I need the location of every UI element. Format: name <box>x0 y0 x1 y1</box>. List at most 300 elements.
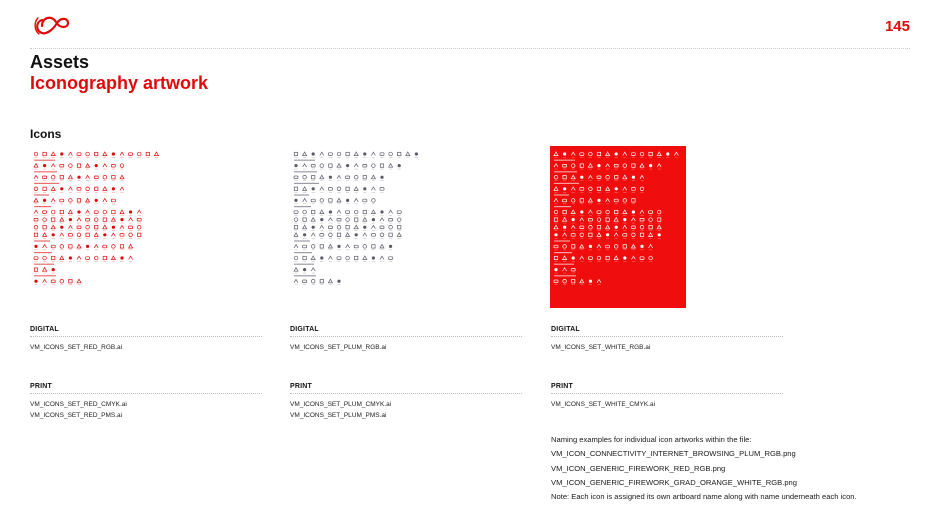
icon-glyph <box>60 279 64 283</box>
icon-glyph <box>649 256 653 260</box>
group-heading-mark <box>294 275 316 276</box>
icon-caption-mark <box>112 180 115 181</box>
icon-glyph <box>312 176 315 179</box>
icon-caption-mark <box>640 230 643 231</box>
icon-caption-mark <box>389 223 392 224</box>
icon-caption-mark <box>103 169 106 170</box>
icon-caption-mark <box>615 261 618 262</box>
icon-glyph <box>320 234 324 237</box>
icon-glyph <box>320 256 323 259</box>
icon-caption-mark <box>294 238 297 239</box>
icon-glyph <box>77 218 81 221</box>
icon-caption-mark <box>589 215 592 216</box>
icon-glyph <box>303 280 307 283</box>
icon-caption-mark <box>120 157 123 158</box>
icon-glyph <box>328 244 332 248</box>
icon-glyph <box>580 256 584 259</box>
icon-glyph <box>623 175 627 179</box>
icon-caption-mark <box>60 192 63 193</box>
icon-caption-mark <box>606 250 609 251</box>
icon-caption-mark <box>623 223 626 224</box>
icon-glyph <box>380 256 384 259</box>
icon-glyph <box>303 256 306 259</box>
icon-glyph <box>294 233 298 237</box>
icon-glyph <box>294 218 298 222</box>
icon-caption-mark <box>597 261 600 262</box>
icon-caption-mark <box>69 157 72 158</box>
icon-caption-mark <box>77 223 80 224</box>
icon-caption-mark <box>554 238 557 239</box>
icon-caption-mark <box>606 261 609 262</box>
icon-caption-mark <box>632 223 635 224</box>
icon-caption-mark <box>649 238 652 239</box>
icon-glyph <box>320 218 323 221</box>
icon-glyph <box>77 164 80 167</box>
icon-caption-mark <box>380 180 383 181</box>
icon-glyph <box>34 225 38 229</box>
icon-glyph <box>597 152 600 155</box>
icon-caption-mark <box>294 169 297 170</box>
icon-caption-mark <box>597 250 600 251</box>
icon-glyph <box>311 164 315 167</box>
icon-caption-mark <box>69 192 72 193</box>
icon-glyph <box>563 226 566 229</box>
icon-caption-mark <box>303 230 306 231</box>
icon-caption-mark <box>632 215 635 216</box>
icon-caption-mark <box>312 204 315 205</box>
icon-caption-mark <box>337 157 340 158</box>
icon-glyph <box>68 152 72 155</box>
file-name: VM_ICONS_SET_RED_CMYK.ai <box>30 401 127 408</box>
icon-glyph <box>640 164 644 168</box>
icon-caption-mark <box>34 261 37 262</box>
icon-caption-mark <box>355 157 358 158</box>
icon-caption-mark <box>103 261 106 262</box>
icon-caption-mark <box>372 261 375 262</box>
icon-glyph <box>389 257 393 260</box>
icon-caption-mark <box>589 157 592 158</box>
icon-caption-mark <box>398 169 401 170</box>
icon-caption-mark <box>563 157 566 158</box>
icon-glyph <box>346 187 349 190</box>
icon-caption-mark <box>303 180 306 181</box>
icon-caption-mark <box>363 261 366 262</box>
icon-caption-mark <box>294 223 297 224</box>
icon-caption-mark <box>658 215 661 216</box>
icon-caption-mark <box>572 192 575 193</box>
icon-caption-mark <box>380 250 383 251</box>
icon-glyph <box>328 153 332 156</box>
icon-glyph <box>43 187 46 190</box>
print-label: PRINT <box>290 383 312 390</box>
icon-glyph <box>337 225 341 229</box>
icon-glyph <box>137 152 141 156</box>
icon-glyph <box>554 164 558 167</box>
icon-caption-mark <box>329 284 332 285</box>
icon-glyph <box>623 225 627 228</box>
icon-caption-mark <box>303 223 306 224</box>
icon-glyph <box>311 233 315 236</box>
icon-caption-mark <box>380 215 383 216</box>
icon-caption-mark <box>563 250 566 251</box>
icon-glyph <box>95 164 98 167</box>
icon-glyph <box>120 187 124 190</box>
icon-glyph <box>86 164 90 168</box>
group-heading-mark <box>34 264 54 265</box>
icon-glyph <box>580 164 583 167</box>
icon-glyph <box>112 210 115 213</box>
icon-caption-mark <box>389 250 392 251</box>
icon-glyph <box>615 152 618 155</box>
icon-glyph <box>320 175 324 179</box>
icon-glyph <box>329 210 332 213</box>
icon-glyph <box>103 152 107 156</box>
icon-caption-mark <box>606 192 609 193</box>
icon-caption-mark <box>355 261 358 262</box>
icon-glyph <box>303 268 306 271</box>
icon-caption-mark <box>355 250 358 251</box>
icon-glyph <box>389 233 392 236</box>
icon-glyph <box>615 226 618 229</box>
icon-glyph <box>51 152 55 156</box>
icon-caption-mark <box>632 250 635 251</box>
icon-glyph <box>355 218 358 221</box>
icon-glyph <box>649 152 652 155</box>
icon-caption-mark <box>337 204 340 205</box>
icon-caption-mark <box>60 261 63 262</box>
icon-caption-mark <box>69 223 72 224</box>
icon-caption-mark <box>623 192 626 193</box>
icon-caption-mark <box>372 180 375 181</box>
icon-glyph <box>129 244 133 248</box>
icon-caption-mark <box>86 223 89 224</box>
icon-glyph <box>328 226 332 229</box>
icon-glyph <box>563 187 566 190</box>
icon-glyph <box>337 210 341 213</box>
icon-caption-mark <box>632 180 635 181</box>
icon-caption-mark <box>554 169 557 170</box>
icon-caption-mark <box>572 261 575 262</box>
icon-glyph <box>77 233 81 237</box>
icon-glyph <box>589 280 592 283</box>
icon-caption-mark <box>597 284 600 285</box>
icon-caption-mark <box>95 192 98 193</box>
icon-caption-mark <box>615 230 618 231</box>
divider <box>551 336 783 337</box>
icon-caption-mark <box>43 157 46 158</box>
icon-glyph <box>640 175 644 178</box>
icon-grid-art <box>30 146 166 308</box>
icon-caption-mark <box>312 261 315 262</box>
icon-glyph <box>311 218 315 222</box>
icon-caption-mark <box>303 250 306 251</box>
icon-caption-mark <box>563 180 566 181</box>
icon-caption-mark <box>69 261 72 262</box>
icon-caption-mark <box>398 215 401 216</box>
icon-glyph <box>86 218 90 221</box>
icon-caption-mark <box>597 169 600 170</box>
icon-caption-mark <box>103 204 106 205</box>
icon-glyph <box>337 245 340 248</box>
icon-glyph <box>363 210 366 213</box>
icon-caption-mark <box>666 157 669 158</box>
icon-caption-mark <box>606 230 609 231</box>
icon-caption-mark <box>155 157 158 158</box>
group-heading-mark <box>294 183 319 184</box>
icon-caption-mark <box>146 157 149 158</box>
icon-glyph <box>103 199 107 202</box>
group-heading-mark <box>554 252 572 253</box>
icon-caption-mark <box>34 215 37 216</box>
icon-caption-mark <box>615 192 618 193</box>
icon-caption-mark <box>312 284 315 285</box>
naming-notes <box>551 433 921 504</box>
icon-caption-mark <box>346 169 349 170</box>
icon-glyph <box>354 187 358 191</box>
icon-caption-mark <box>363 223 366 224</box>
icon-glyph <box>94 211 98 214</box>
icon-glyph <box>311 279 315 283</box>
icon-caption-mark <box>60 284 63 285</box>
icon-caption-mark <box>606 157 609 158</box>
icon-caption-mark <box>398 157 401 158</box>
icon-caption-mark <box>329 204 332 205</box>
icon-glyph <box>69 280 72 283</box>
icon-caption-mark <box>615 169 618 170</box>
icon-caption-mark <box>372 157 375 158</box>
icon-glyph <box>380 218 384 221</box>
icon-glyph <box>103 164 107 167</box>
icon-glyph <box>111 218 115 222</box>
icon-caption-mark <box>294 215 297 216</box>
icon-caption-mark <box>95 250 98 251</box>
icon-glyph <box>580 176 583 179</box>
icon-glyph <box>589 245 592 248</box>
icon-glyph <box>329 176 332 179</box>
icon-glyph <box>43 211 47 214</box>
icon-caption-mark <box>589 284 592 285</box>
icon-glyph <box>312 152 315 155</box>
icon-caption-mark <box>52 273 55 274</box>
icon-glyph <box>60 176 63 179</box>
icon-caption-mark <box>103 192 106 193</box>
icon-glyph <box>589 187 593 191</box>
icon-glyph <box>640 225 644 229</box>
icon-caption-mark <box>389 169 392 170</box>
icon-glyph <box>615 187 618 190</box>
icon-glyph <box>589 152 593 156</box>
icon-glyph <box>154 152 158 156</box>
icon-caption-mark <box>554 230 557 231</box>
icon-caption-mark <box>346 215 349 216</box>
icon-glyph <box>346 226 349 229</box>
print-label: PRINT <box>30 383 52 390</box>
digital-label: DIGITAL <box>290 326 319 333</box>
divider <box>290 393 522 394</box>
group-heading-mark <box>34 183 59 184</box>
icon-glyph <box>398 164 401 167</box>
icon-caption-mark <box>43 169 46 170</box>
icon-glyph <box>380 164 383 167</box>
icon-caption-mark <box>572 238 575 239</box>
icon-caption-mark <box>60 250 63 251</box>
icon-glyph <box>632 164 635 167</box>
icon-caption-mark <box>589 261 592 262</box>
icon-caption-mark <box>554 261 557 262</box>
icon-caption-mark <box>329 238 332 239</box>
icon-glyph <box>657 164 661 167</box>
icon-caption-mark <box>363 215 366 216</box>
icon-glyph <box>623 199 627 203</box>
icon-glyph <box>120 164 124 168</box>
icon-glyph <box>34 245 37 248</box>
icon-caption-mark <box>60 169 63 170</box>
icon-glyph <box>597 176 601 179</box>
icon-glyph <box>649 233 653 237</box>
icon-glyph <box>674 152 678 155</box>
icon-glyph <box>51 225 55 229</box>
icon-caption-mark <box>320 169 323 170</box>
icon-glyph <box>563 218 567 222</box>
icon-caption-mark <box>380 192 383 193</box>
icon-grid-art <box>550 146 686 308</box>
divider <box>30 393 262 394</box>
icon-caption-mark <box>398 230 401 231</box>
icon-glyph <box>120 234 124 237</box>
icon-glyph <box>389 225 393 229</box>
icon-caption-mark <box>320 261 323 262</box>
icon-glyph <box>94 218 98 222</box>
icon-glyph <box>294 164 297 167</box>
icon-glyph <box>380 188 384 191</box>
icon-glyph <box>346 218 350 222</box>
icon-caption-mark <box>363 180 366 181</box>
icon-glyph <box>329 164 332 167</box>
icon-glyph <box>103 256 106 259</box>
icon-caption-mark <box>329 157 332 158</box>
icon-caption-mark <box>95 230 98 231</box>
icon-glyph <box>640 257 644 260</box>
icon-glyph <box>34 218 38 221</box>
icon-caption-mark <box>615 238 618 239</box>
icon-caption-mark <box>649 169 652 170</box>
file-name: VM_ICONS_SET_WHITE_RGB.ai <box>551 344 651 351</box>
icon-caption-mark <box>294 180 297 181</box>
icon-glyph <box>337 280 340 283</box>
icon-caption-mark <box>77 230 80 231</box>
icon-caption-mark <box>34 204 37 205</box>
icon-glyph <box>346 245 350 248</box>
icon-glyph <box>34 280 37 283</box>
icon-caption-mark <box>580 238 583 239</box>
icon-glyph <box>606 164 610 167</box>
icon-caption-mark <box>415 157 418 158</box>
icon-caption-mark <box>563 284 566 285</box>
icon-glyph <box>571 175 575 179</box>
icon-glyph <box>294 211 298 214</box>
divider <box>290 336 522 337</box>
icon-glyph <box>371 152 375 155</box>
icon-glyph <box>354 199 358 202</box>
icon-caption-mark <box>615 157 618 158</box>
icon-glyph <box>337 233 340 236</box>
icon-glyph <box>657 152 661 156</box>
icon-caption-mark <box>606 180 609 181</box>
icon-caption-mark <box>320 157 323 158</box>
icon-glyph <box>77 199 80 202</box>
icon-glyph <box>571 225 575 228</box>
icon-glyph <box>606 152 610 156</box>
page-title: Assets <box>30 52 90 72</box>
icon-caption-mark <box>320 284 323 285</box>
icon-caption-mark <box>129 250 132 251</box>
icon-glyph <box>320 199 324 203</box>
group-heading-mark <box>554 171 577 172</box>
icon-caption-mark <box>597 238 600 239</box>
icon-caption-mark <box>554 180 557 181</box>
icon-glyph <box>112 187 115 190</box>
icon-glyph <box>43 218 47 222</box>
icon-glyph <box>363 256 367 260</box>
icon-glyph <box>563 152 566 155</box>
icon-glyph <box>614 218 618 222</box>
icon-caption-mark <box>77 238 80 239</box>
icon-caption-mark <box>138 230 141 231</box>
icon-glyph <box>294 152 297 155</box>
icon-glyph <box>337 187 341 191</box>
icon-glyph <box>303 199 307 202</box>
icon-glyph <box>554 187 558 191</box>
icon-caption-mark <box>640 261 643 262</box>
icon-caption-mark <box>572 284 575 285</box>
icon-glyph <box>623 245 626 248</box>
icon-glyph <box>103 233 106 236</box>
icon-caption-mark <box>572 204 575 205</box>
icon-glyph <box>597 245 601 248</box>
group-heading-mark <box>34 194 49 195</box>
group-heading-mark <box>294 160 315 161</box>
icon-glyph <box>346 152 349 155</box>
icon-glyph <box>572 256 575 259</box>
icon-caption-mark <box>563 223 566 224</box>
icon-glyph <box>571 268 575 271</box>
icon-caption-mark <box>355 169 358 170</box>
icon-glyph <box>597 233 601 237</box>
icon-glyph <box>328 279 332 283</box>
group-heading-mark <box>34 171 57 172</box>
icon-glyph <box>346 199 349 202</box>
icon-glyph <box>320 245 323 248</box>
icon-glyph <box>94 245 98 248</box>
icon-caption-mark <box>69 284 72 285</box>
icon-caption-mark <box>303 238 306 239</box>
icon-glyph <box>112 245 116 249</box>
icon-glyph <box>77 279 81 283</box>
icon-caption-mark <box>363 169 366 170</box>
group-heading-mark <box>294 171 317 172</box>
icon-caption-mark <box>129 238 132 239</box>
icon-glyph <box>363 164 367 167</box>
icon-caption-mark <box>649 230 652 231</box>
icon-glyph <box>95 152 98 155</box>
icon-caption-mark <box>640 169 643 170</box>
icon-glyph <box>311 245 315 249</box>
icon-caption-mark <box>563 215 566 216</box>
icon-caption-mark <box>554 223 557 224</box>
icon-caption-mark <box>632 261 635 262</box>
icon-caption-mark <box>572 230 575 231</box>
icon-caption-mark <box>112 169 115 170</box>
